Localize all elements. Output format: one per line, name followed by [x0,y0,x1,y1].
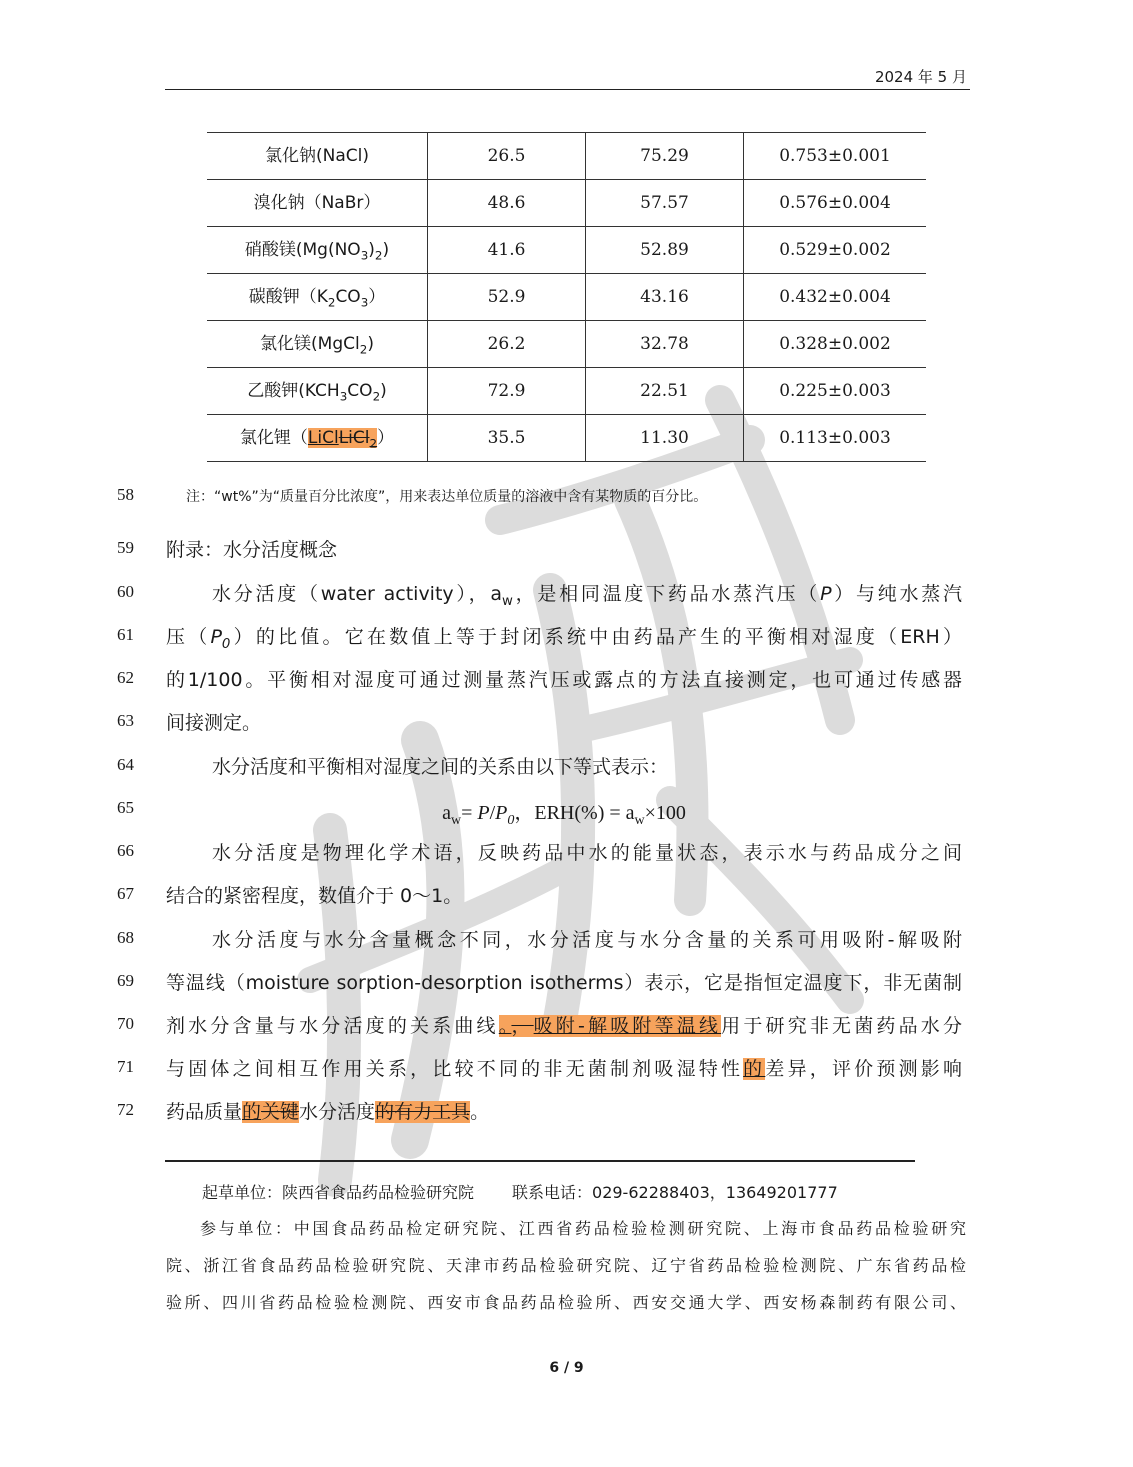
footer-participants: 参与单位：中国食品药品检定研究院、江西省药品检验检测研究院、上海市食品药品检验研究 [200,1219,966,1238]
table-row [207,274,926,321]
text-line: 的1/100。平衡相对湿度可通过测量蒸汽压或露点的方法直接测定，也可通过传感器 [166,669,962,691]
inserted-text: 的 [743,1058,766,1080]
text-line: 水分活度和平衡相对湿度之间的关系由以下等式表示： [212,756,669,778]
line-number: 60 [117,582,134,601]
aw-cell: 0.113±0.003 [744,415,927,462]
table-row [207,133,926,180]
line-number: 59 [117,538,134,557]
text-line: 药品质量的关键水分活度的有力工具。 [166,1101,490,1123]
inserted-text: 吸附-解吸附等温线 [533,1015,722,1037]
table-row [207,227,926,274]
line-number: 63 [117,711,134,730]
salt-cell: 硝酸镁$(Mg(NO_3)_2)$ [207,227,428,274]
table-row [207,415,926,462]
rh-cell: 43.16 [586,274,744,321]
wt-cell: 48.6 [428,180,586,227]
line-number: 72 [117,1100,134,1119]
salt-cell: 氯化锂（LiClLiCl$_2$） [207,415,428,462]
line-number: 66 [117,841,134,860]
salt-cell: 乙酸钾$(KCH_3CO_2)$ [207,368,428,415]
line-number: 58 [117,485,134,504]
line-number: 68 [117,928,134,947]
rh-cell: 22.51 [586,368,744,415]
deleted-text: 关键 [261,1101,300,1123]
salt-table [207,132,926,462]
line-number: 67 [117,884,134,903]
appendix-title: 附录：水分活度概念 [166,539,338,561]
line-number: 69 [117,971,134,990]
wt-cell: 26.2 [428,321,586,368]
rh-cell: 11.30 [586,415,744,462]
salt-cell: 氯化镁(MgCl$_2$) [207,321,428,368]
text-line: 与固体之间相互作用关系，比较不同的非无菌制剂吸湿特性的差异，评价预测影响 [166,1058,962,1080]
inserted-text: 。 [498,1015,512,1037]
deleted-text: LiCl$_2$ [338,427,378,451]
table-row [207,368,926,415]
text-line: 剂水分含量与水分活度的关系曲线。，吸附-解吸附等温线用于研究非无菌药品水分 [166,1015,962,1037]
line-number: 64 [117,755,134,774]
text-line: 压$(P_0)$的比值。它在数值上等于封闭系统中由药品产生的平衡相对湿度（ERH） [166,626,962,652]
text-line: 结合的紧密程度，数值介于 0～1。 [166,885,463,907]
aw-cell: 0.529±0.002 [744,227,927,274]
deleted-text: ， [511,1015,534,1037]
inserted-text: LiCl [307,427,339,448]
text-line: 水分活度与水分含量概念不同，水分活度与水分含量的关系可用吸附-解吸附 [212,929,962,951]
rh-cell: 32.78 [586,321,744,368]
aw-cell: 0.225±0.003 [744,368,927,415]
page-number: 6 / 9 [549,1360,584,1376]
aw-cell: 0.432±0.004 [744,274,927,321]
formula: $a_w= P/P_0$，$ERH(\%) = a_w\times 100$ [442,802,686,828]
table-row [207,180,926,227]
footer-rule [165,1160,915,1162]
line-number: 65 [117,798,134,817]
rh-cell: 75.29 [586,133,744,180]
aw-cell: 0.328±0.002 [744,321,927,368]
text-line: 间接测定。 [166,712,262,734]
footer-participants: 验所、四川省药品检验检测院、西安市食品药品检验所、西安交通大学、西安杨森制药有限公司、 [166,1293,966,1312]
rh-cell: 57.57 [586,180,744,227]
text-line: 水分活度是物理化学术语，反映药品中水的能量状态，表示水与药品成分之间 [212,842,962,864]
line-number: 70 [117,1014,134,1033]
header-date: 2024 年 5 月 [874,68,967,86]
inserted-text: 的 [242,1101,262,1123]
line-number: 71 [117,1057,134,1076]
wt-cell: 41.6 [428,227,586,274]
text-line: 水分活度（water activity），$a_w$，是相同温度下药品水蒸汽压（P）与纯水蒸汽 [212,583,962,609]
salt-cell: 溴化钠（NaBr） [207,180,428,227]
text-line: 等温线（moisture sorption-desorption isotherms）表示，它是指恒定温度下，非无菌制 [166,972,962,994]
wt-cell: 52.9 [428,274,586,321]
table-note: 注：“wt%”为“质量百分比浓度”，用来表达单位质量的溶液中含有某物质的百分比。 [186,489,708,505]
deleted-text: 的有力工具 [375,1101,471,1123]
table-row [207,321,926,368]
salt-cell: 碳酸钾$(K_2CO_3)$ [207,274,428,321]
salt-cell: 氯化钠(NaCl) [207,133,428,180]
rh-cell: 52.89 [586,227,744,274]
footer-drafter: 起草单位：陕西省食品药品检验研究院 联系电话：029-62288403，13649201777 [202,1183,838,1202]
line-number: 61 [117,625,134,644]
aw-cell: 0.753±0.001 [744,133,927,180]
wt-cell: 35.5 [428,415,586,462]
footer-participants: 院、浙江省食品药品检验研究院、天津市药品检验研究院、辽宁省药品检验检测院、广东省药品检 [166,1256,966,1275]
line-number: 62 [117,668,134,687]
aw-cell: 0.576±0.004 [744,180,927,227]
wt-cell: 26.5 [428,133,586,180]
header-rule [165,89,970,90]
wt-cell: 72.9 [428,368,586,415]
